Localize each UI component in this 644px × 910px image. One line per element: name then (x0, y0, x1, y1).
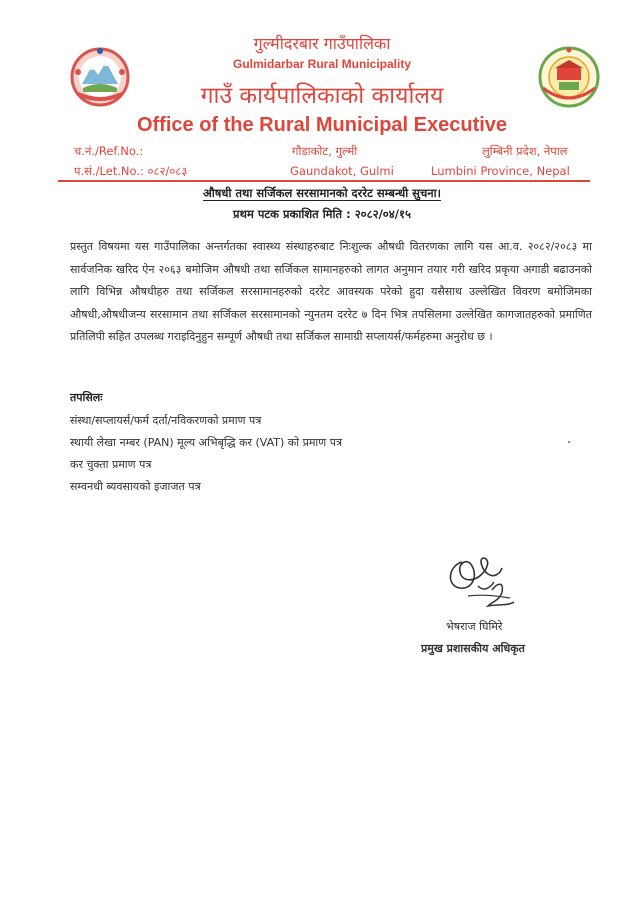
header-divider (58, 180, 590, 182)
list-item: संस्था/सप्लायर्स/फर्म दर्ता/नविकरणको प्रमाण पत्र (70, 414, 262, 427)
enclosure-list (70, 410, 342, 498)
province-en: Lumbini Province, Nepal (431, 164, 570, 178)
enclosure-label: तपसिलः (70, 391, 103, 404)
notice-subject-text: औषधी तथा सर्जिकल सरसामानको दररेट सम्बन्धी सुचना। (203, 186, 441, 200)
list-item: कर चुक्ता प्रमाण पत्र (70, 458, 152, 471)
list-item: स्थायी लेखा नम्बर (PAN) मूल्य अभिबृद्धि कर (VAT) को प्रमाण पत्र (70, 436, 343, 449)
office-name-en: Office of the Rural Municipal Executive (136, 114, 508, 136)
notice-body: प्रस्तुत विषयमा यस गाउँपालिका अन्तर्गतका स्वास्थ्य संस्थाहरुबाट निःशुल्क औषधी वितरणका लागि यस आ.व. २०८२/२०८३ मा सार्वजनिक खरिद ऐन २०६३ बमोजिम औषधी तथा सर्जिकल सामानहरुको लागत अनुमान तयार गरी खरिद प्रकृया अगाडी बढाउनको लागि विभिन्न औषधीहरु तथा सर्जिकल सरसामानहरुको दररेट आवस्यक परेको हुदा यसैसाथ उल्लेखित विवरण बमोजिमका औषधी,औषधीजन्य सरसामान तथा सर्जिकल सरसामानको न्युनतम दररेट ७ दिन भित्र तपसिलमा उल्लेखित कागजातहरुको प्रमाणित प्रतिलिपी सहित उपलब्ध गराइदिनुहुन सम्पूर्ण औषधी तथा सर्जिकल सामाग्री सप्लायर्स/फर्महरुमा अनुरोध छ । (70, 240, 592, 343)
letter-number: प.सं./Let.No.: ०८२/०८३ (74, 164, 188, 178)
municipality-name-en: Gulmidarbar Rural Municipality (232, 57, 412, 71)
signatory-name: भेषराज घिमिरे (446, 620, 503, 633)
municipality-name-np: गुल्मीदरबार गाउँपालिका (253, 34, 391, 53)
published-date: प्रथम पटक प्रकाशित मिति : २०८२/०४/१५ (233, 207, 411, 221)
province-np: लुम्बिनी प्रदेश, नेपाल (482, 144, 568, 158)
location-en: Gaundakot, Gulmi (290, 164, 394, 178)
ref-number: च.नं./Ref.No.: (74, 144, 144, 158)
notice-subject (0, 186, 644, 201)
handwritten-signature-icon (438, 552, 528, 614)
office-name-np: गाउँ कार्यपालिकाको कार्यालय (200, 83, 444, 109)
stray-mark (568, 441, 570, 443)
list-item: सम्वनधी ब्यवसायको इजाजत पत्र (70, 480, 201, 493)
signatory-title: प्रमुख प्रशासकीय अधिकृत (421, 642, 525, 655)
location-np: गौडाकोट, गुल्मी (292, 144, 358, 158)
